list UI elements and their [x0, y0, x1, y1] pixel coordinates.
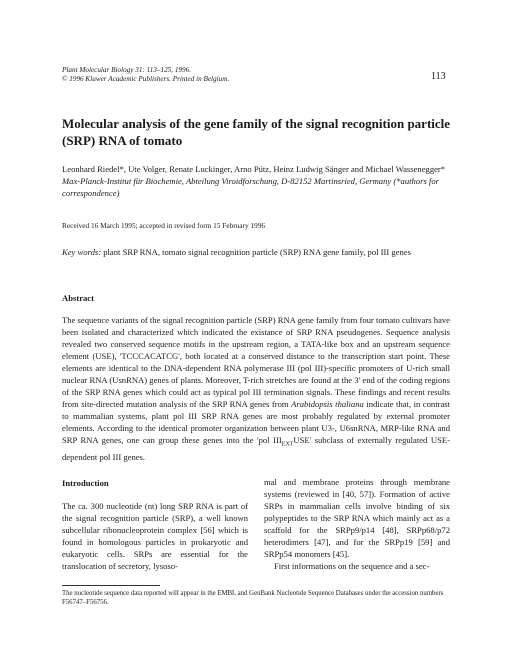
journal-header	[62, 66, 229, 84]
page-number: 113	[431, 71, 446, 82]
journal-citation: Plant Molecular Biology 31: 113–125, 1996.	[62, 66, 192, 74]
introduction-heading: Introduction	[62, 478, 109, 488]
received-dates: Received 16 March 1995; accepted in revised form 15 February 1996	[62, 221, 266, 230]
subscript-ext: EXT	[281, 441, 294, 448]
footnote-rule	[62, 585, 160, 586]
abstract-heading: Abstract	[62, 293, 94, 303]
author-list: Leonhard Riedel*, Ute Volger, Renate Luckinger, Arno Pütz, Heinz Ludwig Sänger and Michael Wassenegger*	[62, 164, 446, 174]
abstract-text-part3: USE' subclass of externally regulated USE-dependent pol III genes.	[62, 435, 450, 462]
abstract-text-part2: indicate that, in contrast to mammalian systems, plant pol III SRP RNA genes are most probably regulated by external promoter elements. According to the identical promoter organization between plant U3-, U6snRNA, MRP-like RNA and SRP RNA genes, one can group these genes into the 'pol III	[62, 399, 451, 445]
keywords-label: Key words:	[62, 247, 102, 257]
keywords	[62, 246, 447, 258]
abstract-text	[62, 314, 450, 463]
article-title: Molecular analysis of the gene family of the signal recognition particle (SRP) RNA of tomato	[62, 116, 451, 148]
footnote: The nucleotide sequence data reported will appear in the EMBL and GenBank Nucleotide Sequence Databases under the accession numbers F56747–F56756.	[62, 590, 444, 606]
introduction-left-column: The ca. 300 nucleotide (nt) long SRP RNA is part of the signal recognition particle (SRP), a well known subcellular ribonucleoprotein complex [56] which is found in homologous particles in prokaryotic and eukaryotic cells. SRPs are essential for the translocation of secretory, lysoso-	[62, 501, 248, 571]
introduction-right-column	[264, 476, 450, 572]
copyright-line: © 1996 Kluwer Academic Publishers. Printed in Belgium.	[62, 75, 230, 83]
species-name: Arabidopsis thaliana	[291, 399, 364, 409]
keywords-text: plant SRP RNA, tomato signal recognition particle (SRP) RNA gene family, pol III genes	[103, 247, 411, 257]
introduction-right-text: mal and membrane proteins through membrane systems (reviewed in [40, 57]). Formation of active SRPs in mammalian cells involve binding of six polypeptides to the SRP RNA which mainly act as a scaffold for the SRPp9/p14 [48], SRPp68/p72 heterodimers [47], and for the SRPp19 [59] and SRPp54 monomers [45].	[264, 477, 450, 559]
introduction-right-text-2: First informations on the sequence and a sec-	[274, 561, 430, 571]
author-block	[62, 163, 452, 199]
affiliation: Max-Planck-Institut für Biochemie, Abteilung Viroidforschung, D-82152 Martinsried, Germany (*authors for correspondence)	[62, 176, 439, 198]
abstract-text-part1: The sequence variants of the signal recognition particle (SRP) RNA gene family from four tomato cultivars have been isolated and characterized which indicated the existance of SRP RNA pseudogenes. Sequence analysis revealed two conserved sequence motifs in the upstream region, a TATA-like box and an upstream sequence element (USE), 'TCCCACATCG', both located at a conserved distance to the transcription start point. These elements are identical to the DNA-dependent RNA polymerase III (pol III)-specific promoters of U-rich small nuclear RNA (UsnRNA) genes of plants. Moreover, T-rich stretches are found at the 3' end of the coding regions of the SRP RNA genes which could act as typical pol III termination signals. These findings and recent results from site-directed mutation analysis of the SRP RNA genes from	[62, 315, 450, 409]
